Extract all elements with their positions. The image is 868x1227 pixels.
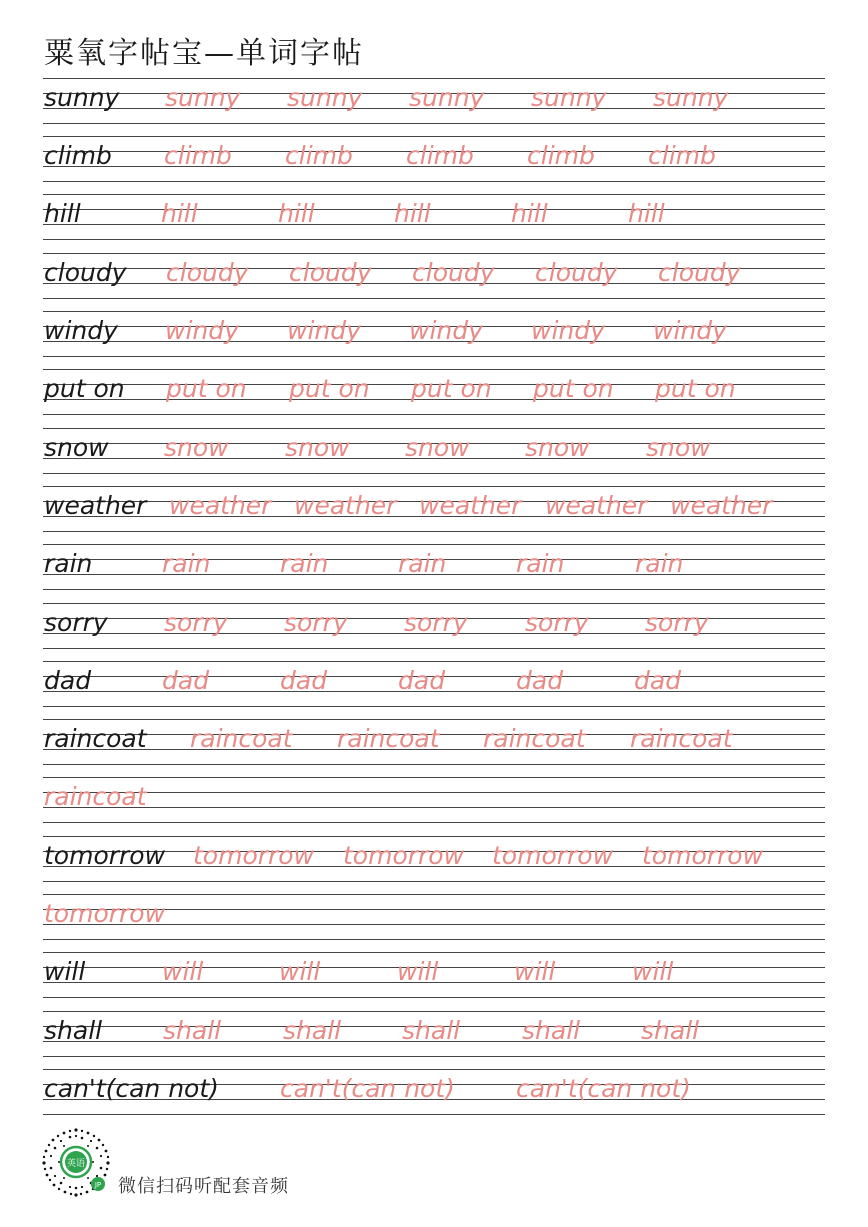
trace-word: weather: [294, 491, 397, 520]
practice-row: [0, 486, 868, 536]
rule-line: [43, 589, 825, 590]
trace-word: shall: [163, 1016, 222, 1045]
trace-word: climb: [285, 141, 353, 170]
practice-row: [0, 311, 868, 361]
rule-line: [43, 764, 825, 765]
trace-word: shall: [283, 1016, 342, 1045]
trace-word: cloudy: [658, 258, 741, 287]
practice-row: [0, 777, 868, 827]
rule-line: [43, 428, 825, 429]
rule-line: [43, 1011, 825, 1012]
trace-word: hill: [278, 199, 315, 228]
rule-line: [43, 311, 825, 312]
trace-word: tomorrow: [44, 899, 166, 928]
trace-word: weather: [419, 491, 522, 520]
trace-word: snow: [525, 433, 590, 462]
trace-word: can't(can not): [280, 1074, 455, 1103]
trace-word: cloudy: [166, 258, 249, 287]
trace-word: tomorrow: [492, 841, 614, 870]
trace-word: will: [397, 957, 439, 986]
rule-line: [43, 939, 825, 940]
rule-line: [43, 997, 825, 998]
trace-word: dad: [634, 666, 682, 695]
practice-row: [0, 894, 868, 944]
rule-line: [43, 194, 825, 195]
practice-row: [0, 719, 868, 769]
trace-word: tomorrow: [193, 841, 315, 870]
practice-row: [0, 603, 868, 653]
page-title: 粟氧字帖宝—单词字帖: [44, 36, 364, 71]
model-word: cloudy: [44, 258, 127, 287]
trace-word: raincoat: [630, 724, 733, 753]
trace-word: cloudy: [535, 258, 618, 287]
rule-line: [43, 123, 825, 124]
trace-word: climb: [648, 141, 716, 170]
trace-word: put on: [411, 374, 492, 403]
trace-word: put on: [289, 374, 370, 403]
trace-word: sorry: [164, 608, 228, 637]
model-word: tomorrow: [44, 841, 166, 870]
trace-word: will: [632, 957, 674, 986]
rule-line: [43, 881, 825, 882]
rule-line: [43, 253, 825, 254]
trace-word: put on: [655, 374, 736, 403]
practice-row: [0, 1069, 868, 1119]
trace-word: will: [162, 957, 204, 986]
trace-word: windy: [287, 316, 361, 345]
practice-row: [0, 136, 868, 186]
trace-word: sorry: [284, 608, 348, 637]
trace-word: raincoat: [44, 782, 147, 811]
trace-word: weather: [169, 491, 272, 520]
rule-line: [43, 239, 825, 240]
trace-word: windy: [409, 316, 483, 345]
trace-word: climb: [164, 141, 232, 170]
trace-word: cloudy: [412, 258, 495, 287]
rule-line: [43, 822, 825, 823]
trace-word: windy: [531, 316, 605, 345]
trace-word: sunny: [165, 83, 241, 112]
trace-word: windy: [653, 316, 727, 345]
trace-word: shall: [641, 1016, 700, 1045]
rule-line: [43, 836, 825, 837]
trace-word: hill: [161, 199, 198, 228]
trace-word: rain: [635, 549, 684, 578]
model-word: rain: [44, 549, 93, 578]
trace-word: hill: [511, 199, 548, 228]
practice-row: [0, 369, 868, 419]
trace-word: cloudy: [289, 258, 372, 287]
model-word: windy: [44, 316, 118, 345]
rule-line: [43, 661, 825, 662]
rule-line: [43, 807, 825, 808]
qr-corner-label: JP: [94, 1181, 102, 1189]
trace-word: sunny: [287, 83, 363, 112]
model-word: weather: [44, 491, 147, 520]
rule-line: [43, 1069, 825, 1070]
trace-word: hill: [394, 199, 431, 228]
practice-row: [0, 1011, 868, 1061]
model-word: hill: [44, 199, 81, 228]
model-word: sunny: [44, 83, 120, 112]
trace-word: snow: [646, 433, 711, 462]
trace-word: tomorrow: [642, 841, 764, 870]
model-word: put on: [44, 374, 125, 403]
rule-line: [43, 792, 825, 793]
trace-word: sunny: [531, 83, 607, 112]
model-word: will: [44, 957, 86, 986]
practice-row: [0, 661, 868, 711]
rule-line: [43, 1056, 825, 1057]
rule-line: [43, 298, 825, 299]
trace-word: snow: [164, 433, 229, 462]
trace-word: raincoat: [337, 724, 440, 753]
practice-row: [0, 428, 868, 478]
qr-badge-label: 英语: [66, 1159, 86, 1169]
trace-word: tomorrow: [343, 841, 465, 870]
rule-line: [43, 414, 825, 415]
trace-word: dad: [162, 666, 210, 695]
rule-line: [43, 648, 825, 649]
model-word: snow: [44, 433, 109, 462]
model-word: shall: [44, 1016, 103, 1045]
trace-word: shall: [522, 1016, 581, 1045]
rule-line: [43, 1114, 825, 1115]
trace-word: weather: [545, 491, 648, 520]
trace-word: will: [279, 957, 321, 986]
trace-word: sunny: [409, 83, 485, 112]
rule-line: [43, 181, 825, 182]
rule-line: [43, 952, 825, 953]
trace-word: climb: [527, 141, 595, 170]
trace-word: raincoat: [190, 724, 293, 753]
practice-row: [0, 836, 868, 886]
rule-line: [43, 486, 825, 487]
rule-line: [43, 706, 825, 707]
rule-line: [43, 777, 825, 778]
trace-word: can't(can not): [516, 1074, 691, 1103]
trace-word: sorry: [404, 608, 468, 637]
model-word: dad: [44, 666, 92, 695]
rule-line: [43, 473, 825, 474]
trace-word: weather: [670, 491, 773, 520]
rule-line: [43, 544, 825, 545]
rule-line: [43, 78, 825, 79]
trace-word: rain: [516, 549, 565, 578]
trace-word: sorry: [525, 608, 589, 637]
trace-word: will: [514, 957, 556, 986]
trace-word: rain: [280, 549, 329, 578]
trace-word: sunny: [653, 83, 729, 112]
trace-word: dad: [398, 666, 446, 695]
trace-word: sorry: [645, 608, 709, 637]
trace-word: dad: [516, 666, 564, 695]
model-word: climb: [44, 141, 112, 170]
practice-row: [0, 544, 868, 594]
practice-row: [0, 952, 868, 1002]
rule-line: [43, 603, 825, 604]
trace-word: snow: [285, 433, 350, 462]
trace-word: rain: [162, 549, 211, 578]
practice-row: [0, 253, 868, 303]
rule-line: [43, 369, 825, 370]
trace-word: snow: [405, 433, 470, 462]
trace-word: climb: [406, 141, 474, 170]
rule-line: [43, 356, 825, 357]
trace-word: shall: [402, 1016, 461, 1045]
rule-line: [43, 719, 825, 720]
trace-word: windy: [165, 316, 239, 345]
model-word: can't(can not): [44, 1074, 219, 1103]
model-word: raincoat: [44, 724, 147, 753]
rule-line: [43, 531, 825, 532]
trace-word: put on: [166, 374, 247, 403]
trace-word: hill: [628, 199, 665, 228]
rule-line: [43, 894, 825, 895]
trace-word: put on: [533, 374, 614, 403]
trace-word: dad: [280, 666, 328, 695]
qr-code-icon[interactable]: [40, 1126, 112, 1198]
practice-row: [0, 78, 868, 128]
trace-word: raincoat: [483, 724, 586, 753]
practice-row: [0, 194, 868, 244]
trace-word: rain: [398, 549, 447, 578]
model-word: sorry: [44, 608, 108, 637]
rule-line: [43, 136, 825, 137]
scan-instruction: 微信扫码听配套音频: [118, 1176, 289, 1197]
